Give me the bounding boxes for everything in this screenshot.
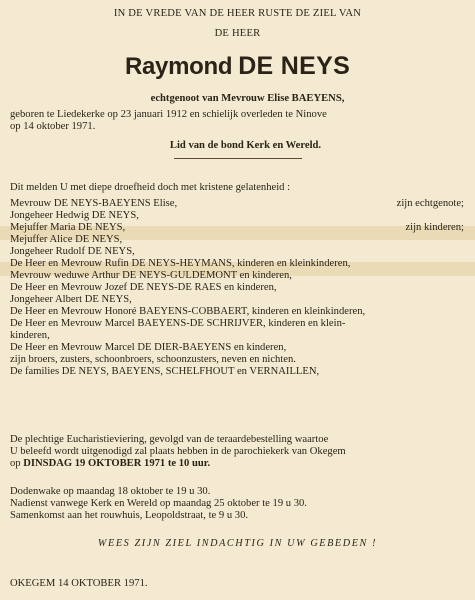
header-line-2: DE HEER bbox=[214, 28, 261, 39]
header-line-1: IN DE VREDE VAN DE HEER RUSTE DE ZIEL VAN bbox=[113, 8, 362, 19]
family-row-name: De Heer en Mevrouw Rufin DE NEYS-HEYMANS, kinderen en kleinkinderen, bbox=[10, 258, 351, 269]
death-line: op 14 oktober 1971. bbox=[10, 121, 96, 132]
family-row-name: Mejuffer Maria DE NEYS, bbox=[10, 222, 126, 233]
family-row bbox=[10, 342, 464, 354]
family-row-name: Jongeheer Hedwig DE NEYS, bbox=[10, 210, 139, 221]
service-line-2: U beleefd wordt uitgenodigd zal plaats hebben in de parochiekerk van Okegem bbox=[10, 446, 346, 457]
family-row bbox=[10, 282, 464, 294]
birth-line: geboren te Liedekerke op 23 januari 1912 en schielijk overleden te Ninove bbox=[10, 109, 327, 120]
family-row bbox=[10, 318, 464, 330]
family-row-name: Mevrouw weduwe Arthur DE NEYS-GULDEMONT en kinderen, bbox=[10, 270, 292, 281]
family-row bbox=[10, 210, 464, 222]
family-row bbox=[10, 246, 464, 258]
family-row-name: De Heer en Mevrouw Marcel DE DIER-BAEYENS en kinderen, bbox=[10, 342, 287, 353]
family-row bbox=[10, 306, 464, 318]
deceased-name bbox=[0, 52, 475, 81]
family-row bbox=[10, 258, 464, 270]
family-row-name: kinderen, bbox=[10, 330, 50, 341]
family-row bbox=[10, 222, 464, 234]
family-row-name: De Heer en Mevrouw Marcel BAEYENS-DE SCHRIJVER, kinderen en klein- bbox=[10, 318, 346, 329]
family-row bbox=[10, 234, 464, 246]
family-row-relation: zijn echtgenote; bbox=[396, 198, 464, 209]
family-row-name: Mevrouw DE NEYS-BAEYENS Elise, bbox=[10, 198, 178, 209]
service-date-time: DINSDAG 19 OKTOBER 1971 te 10 uur. bbox=[23, 458, 211, 469]
family-row-name: Jongeheer Albert DE NEYS, bbox=[10, 294, 132, 305]
family-row bbox=[10, 198, 464, 210]
divider bbox=[174, 158, 302, 159]
vigil-line: Dodenwake op maandag 18 oktober te 19 u 30. bbox=[10, 486, 211, 497]
family-row-name: zijn broers, zusters, schoonbroers, schoonzusters, neven en nichten. bbox=[10, 354, 296, 365]
family-row-name: De Heer en Mevrouw Honoré BAEYENS-COBBAERT, kinderen en kleinkinderen, bbox=[10, 306, 366, 317]
family-row-relation: zijn kinderen; bbox=[405, 222, 464, 233]
family-row bbox=[10, 270, 464, 282]
service-line-1: De plechtige Eucharistieviering, gevolgd van de teraardebestelling waartoe bbox=[10, 434, 329, 445]
footer-place-date: OKEGEM 14 OKTOBER 1971. bbox=[10, 578, 148, 589]
spouse-line: echtgenoot van Mevrouw Elise BAEYENS, bbox=[150, 93, 345, 104]
family-row-name: De Heer en Mevrouw Jozef DE NEYS-DE RAES en kinderen, bbox=[10, 282, 277, 293]
family-row-name: De families DE NEYS, BAEYENS, SCHELFHOUT en VERNAILLEN, bbox=[10, 366, 320, 377]
membership-line: Lid van de bond Kerk en Wereld. bbox=[169, 140, 322, 151]
deceased-first-name: Raymond bbox=[124, 53, 233, 80]
vigil-line: Samenkomst aan het rouwhuis, Leopoldstraat, te 9 u 30. bbox=[10, 510, 249, 521]
family-row-name: Jongeheer Rudolf DE NEYS, bbox=[10, 246, 135, 257]
family-row bbox=[10, 366, 464, 378]
announcement-line: Dit melden U met diepe droefheid doch met kristene gelatenheid : bbox=[10, 182, 291, 193]
family-row bbox=[10, 354, 464, 366]
service-line-3 bbox=[10, 458, 210, 470]
service-line-3-prefix: op bbox=[10, 458, 24, 469]
family-row bbox=[10, 294, 464, 306]
prayer-line: WEES ZIJN ZIEL INDACHTIG IN UW GEBEDEN ! bbox=[97, 538, 378, 549]
family-row-name: Mejuffer Alice DE NEYS, bbox=[10, 234, 123, 245]
family-row bbox=[10, 330, 464, 342]
deceased-last-name: DE NEYS bbox=[238, 52, 351, 80]
vigil-line: Nadienst vanwege Kerk en Wereld op maandag 25 oktober te 19 u 30. bbox=[10, 498, 307, 509]
